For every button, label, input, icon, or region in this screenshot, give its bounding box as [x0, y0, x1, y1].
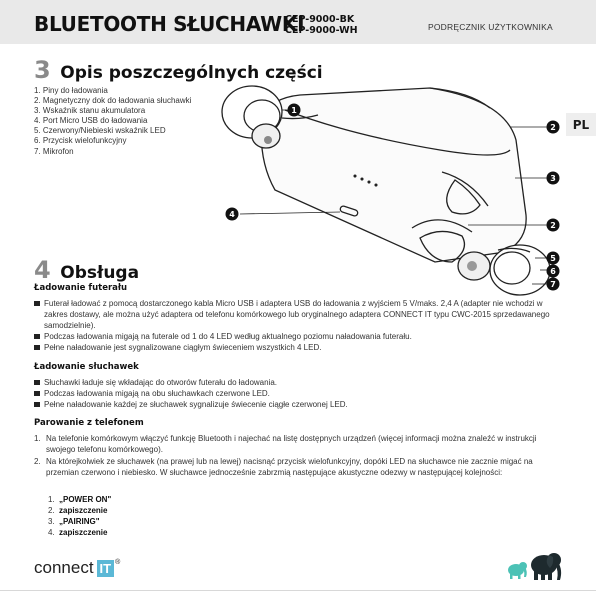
subheading-charging-case: Ładowanie futerału [34, 283, 128, 293]
callout-2b [547, 219, 560, 232]
svg-text:6: 6 [550, 267, 556, 276]
svg-text:2: 2 [550, 221, 556, 230]
subheading-pairing: Parowanie z telefonem [34, 418, 144, 428]
section-title: Obsługa [60, 263, 140, 283]
list-item: 7. Mikrofon [34, 146, 74, 156]
model-number-bk: CEP-9000-BK [285, 14, 355, 25]
callout-1 [288, 104, 301, 117]
callout-4 [226, 208, 239, 221]
charging-case-illustration [261, 88, 526, 262]
callout-7 [547, 278, 560, 291]
manual-label: PODRĘCZNIK UŻYTKOWNIKA [428, 22, 553, 32]
list-item: Słuchawki ładuje się wkładając do otworów futerału do ładowania. [34, 377, 554, 388]
list-item: Podczas ładowania migają na obu słuchawkach czerwone LED. [34, 388, 554, 399]
charging-headphones-list [34, 377, 554, 410]
charging-case-list [34, 298, 554, 353]
brand-name: connect [34, 558, 94, 577]
svg-text:3: 3 [550, 174, 556, 183]
language-tab: PL [566, 113, 596, 136]
callout-2 [547, 121, 560, 134]
callout-3 [547, 172, 560, 185]
list-item: 1. Na telefonie komórkowym włączyć funkcję Bluetooth i najechać na listę dostępnych urządzeń (więcej informacji można znaleźć w instrukcji swojego telefonu komórkowego). [34, 434, 537, 454]
pairing-steps [34, 434, 554, 480]
list-item: 1. „POWER ON" [48, 495, 112, 504]
pairing-prompts [48, 494, 111, 538]
section-number: 4 [34, 256, 51, 284]
list-item: 3. Wskaźnik stanu akumulatora [34, 106, 146, 116]
list-item: 2. zapiszczenie [48, 506, 108, 515]
list-item: Podczas ładowania migają na futerale od 1 do 4 LED według aktualnego poziomu naładowania futerału. [34, 331, 554, 342]
svg-text:1: 1 [291, 106, 297, 115]
list-item: 4. zapiszczenie [48, 528, 108, 537]
brand-mark: ® [115, 558, 121, 566]
list-item: 1. Piny do ładowania [34, 86, 108, 95]
callout-6 [547, 265, 560, 278]
document-title: BLUETOOTH SŁUCHAWKI [34, 12, 305, 36]
svg-text:5: 5 [550, 254, 556, 263]
connect-it-logo [34, 558, 120, 578]
brand-box: IT [97, 560, 115, 577]
list-item: 3. „PAIRING" [48, 517, 100, 526]
elephant-icon [504, 548, 564, 584]
section-title: Opis poszczególnych części [60, 63, 323, 83]
section-number: 3 [34, 56, 51, 84]
callout-5 [547, 252, 560, 265]
list-item: Pełne naładowanie jest sygnalizowane ciągłym świeceniem wszystkich 4 LED. [34, 342, 554, 353]
list-item: 6. Przycisk wielofunkcyjny [34, 136, 127, 146]
list-item: 5. Czerwony/Niebieski wskaźnik LED [34, 126, 166, 136]
list-item: Pełne naładowanie każdej ze słuchawek sygnalizuje świecenie ciągłe czerwonej LED. [34, 399, 554, 410]
model-number-wh: CEP-9000-WH [285, 25, 358, 36]
svg-text:7: 7 [550, 280, 556, 289]
list-item: Futerał ładować z pomocą dostarczonego kabla Micro USB i adaptera USB do ładowania z wyjściem 5 V/maks. 2,4 A (adapter nie wchodzi w zakres dostawy, ale można użyć adaptera od telefonu komórkowego lub oryginalnego adaptera CONNECT IT typu CWC-2015 sprzedawanego samodzielnie). [34, 298, 554, 331]
earbud-right-illustration [458, 245, 550, 295]
list-item: 2. Magnetyczny dok do ładowania słuchawki [34, 96, 192, 106]
list-item: 2. Na którejkolwiek ze słuchawek (na prawej lub na lewej) nacisnąć przycisk wielofunkcyjny, dopóki LED na słuchawce nie zacznie migać na przemian czerwono i niebiesko. W słuchawce jednocześnie zabrzmią następujące akustyczne odezwy w następującej kolejności: [34, 457, 533, 477]
footer-divider [0, 590, 596, 591]
list-item: 4. Port Micro USB do ładowania [34, 116, 148, 126]
svg-text:4: 4 [229, 210, 235, 219]
section-4-heading [34, 256, 139, 284]
subheading-charging-headphones: Ładowanie słuchawek [34, 362, 139, 372]
svg-text:2: 2 [550, 123, 556, 132]
